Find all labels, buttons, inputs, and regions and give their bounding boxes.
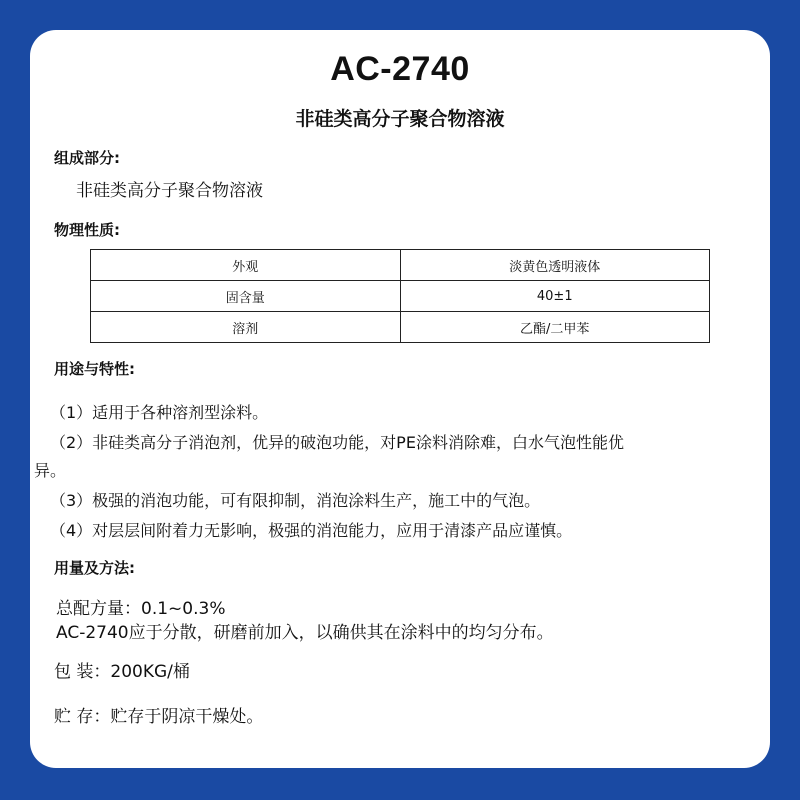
table-row — [91, 281, 710, 312]
uses-heading: 用途与特性: — [54, 360, 135, 378]
table-row — [91, 312, 710, 343]
feature-item: （1）适用于各种溶剂型涂料。 — [50, 403, 269, 422]
spec-card — [30, 30, 770, 768]
property-value: 40±1 — [400, 281, 710, 312]
usage-method: AC-2740应于分散，研磨前加入，以确供其在涂料中的均匀分布。 — [56, 623, 554, 643]
usage-heading: 用量及方法: — [54, 559, 135, 577]
properties-heading: 物理性质: — [54, 221, 120, 239]
storage: 贮 存：贮存于阴凉干燥处。 — [54, 707, 264, 727]
feature-item: 异。 — [34, 461, 67, 480]
feature-item: （4）对层层间附着力无影响，极强的消泡能力，应用于清漆产品应谨慎。 — [50, 521, 573, 540]
product-title: AC-2740 — [330, 50, 470, 88]
composition-heading: 组成部分: — [54, 149, 120, 167]
property-value: 乙酯/二甲苯 — [400, 312, 710, 343]
composition-value: 非硅类高分子聚合物溶液 — [76, 181, 263, 201]
feature-item: （2）非硅类高分子消泡剂，优异的破泡功能，对PE涂料消除难，白水气泡性能优 — [50, 433, 624, 452]
property-name: 外观 — [91, 250, 401, 281]
packaging: 包 装：200KG/桶 — [54, 662, 190, 682]
product-subtitle: 非硅类高分子聚合物溶液 — [295, 108, 505, 130]
table-row — [91, 250, 710, 281]
feature-item: （3）极强的消泡功能，可有限抑制，消泡涂料生产，施工中的气泡。 — [50, 491, 541, 510]
property-name: 溶剂 — [91, 312, 401, 343]
property-name: 固含量 — [91, 281, 401, 312]
property-value: 淡黄色透明液体 — [400, 250, 710, 281]
properties-table — [90, 249, 710, 343]
usage-dosage: 总配方量：0.1~0.3% — [56, 599, 226, 619]
